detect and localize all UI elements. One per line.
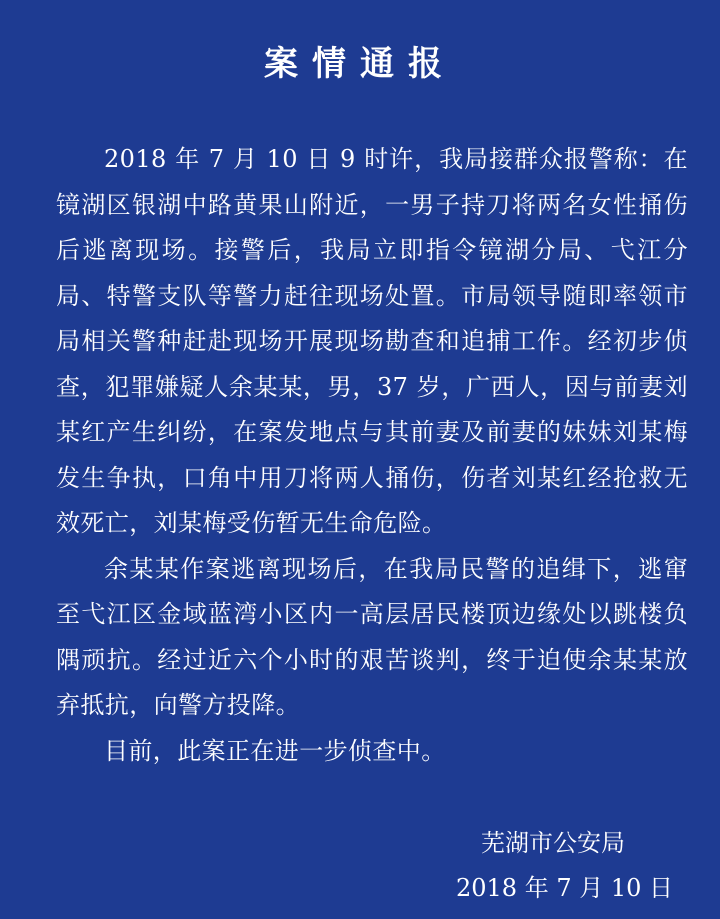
paragraph-status: 目前，此案正在进一步侦查中。: [104, 736, 446, 765]
paragraph-incident: 2018 年 7 月 10 日 9 时许，我局接群众报警称：在镜湖区银湖中路黄果山附近，一男子持刀将两名女性捅伤后逃离现场。接警后，我局立即指令镜湖分局、弋江分局、特警支队等警力赶往现场处置。市局领导随即率领市局相关警种赶赴现场开展现场勘查和追捕工作。经初步侦查，犯罪嫌疑人余某某，男，37 岁，广西人，因与前妻刘某红产生纠纷，在案发地点与其前妻及前妻的妹妹刘某梅发生争执，口角中用刀将两人捅伤，伤者刘某红经抢救无效死亡，刘某梅受伤暂无生命危险。: [56, 145, 688, 537]
signature-date: 2018 年 7 月 10 日: [456, 874, 674, 902]
signature-organization: 芜湖市公安局: [481, 829, 625, 857]
notice-title: 案情通报: [264, 44, 456, 84]
paragraph-arrest: 余某某作案逃离现场后，在我局民警的追缉下，逃窜至弋江区金域蓝湾小区内一高层居民楼顶边缘处以跳楼负隅顽抗。经过近六个小时的艰苦谈判，终于迫使余某某放弃抵抗，向警方投降。: [56, 554, 688, 719]
notice-body: [56, 137, 688, 774]
